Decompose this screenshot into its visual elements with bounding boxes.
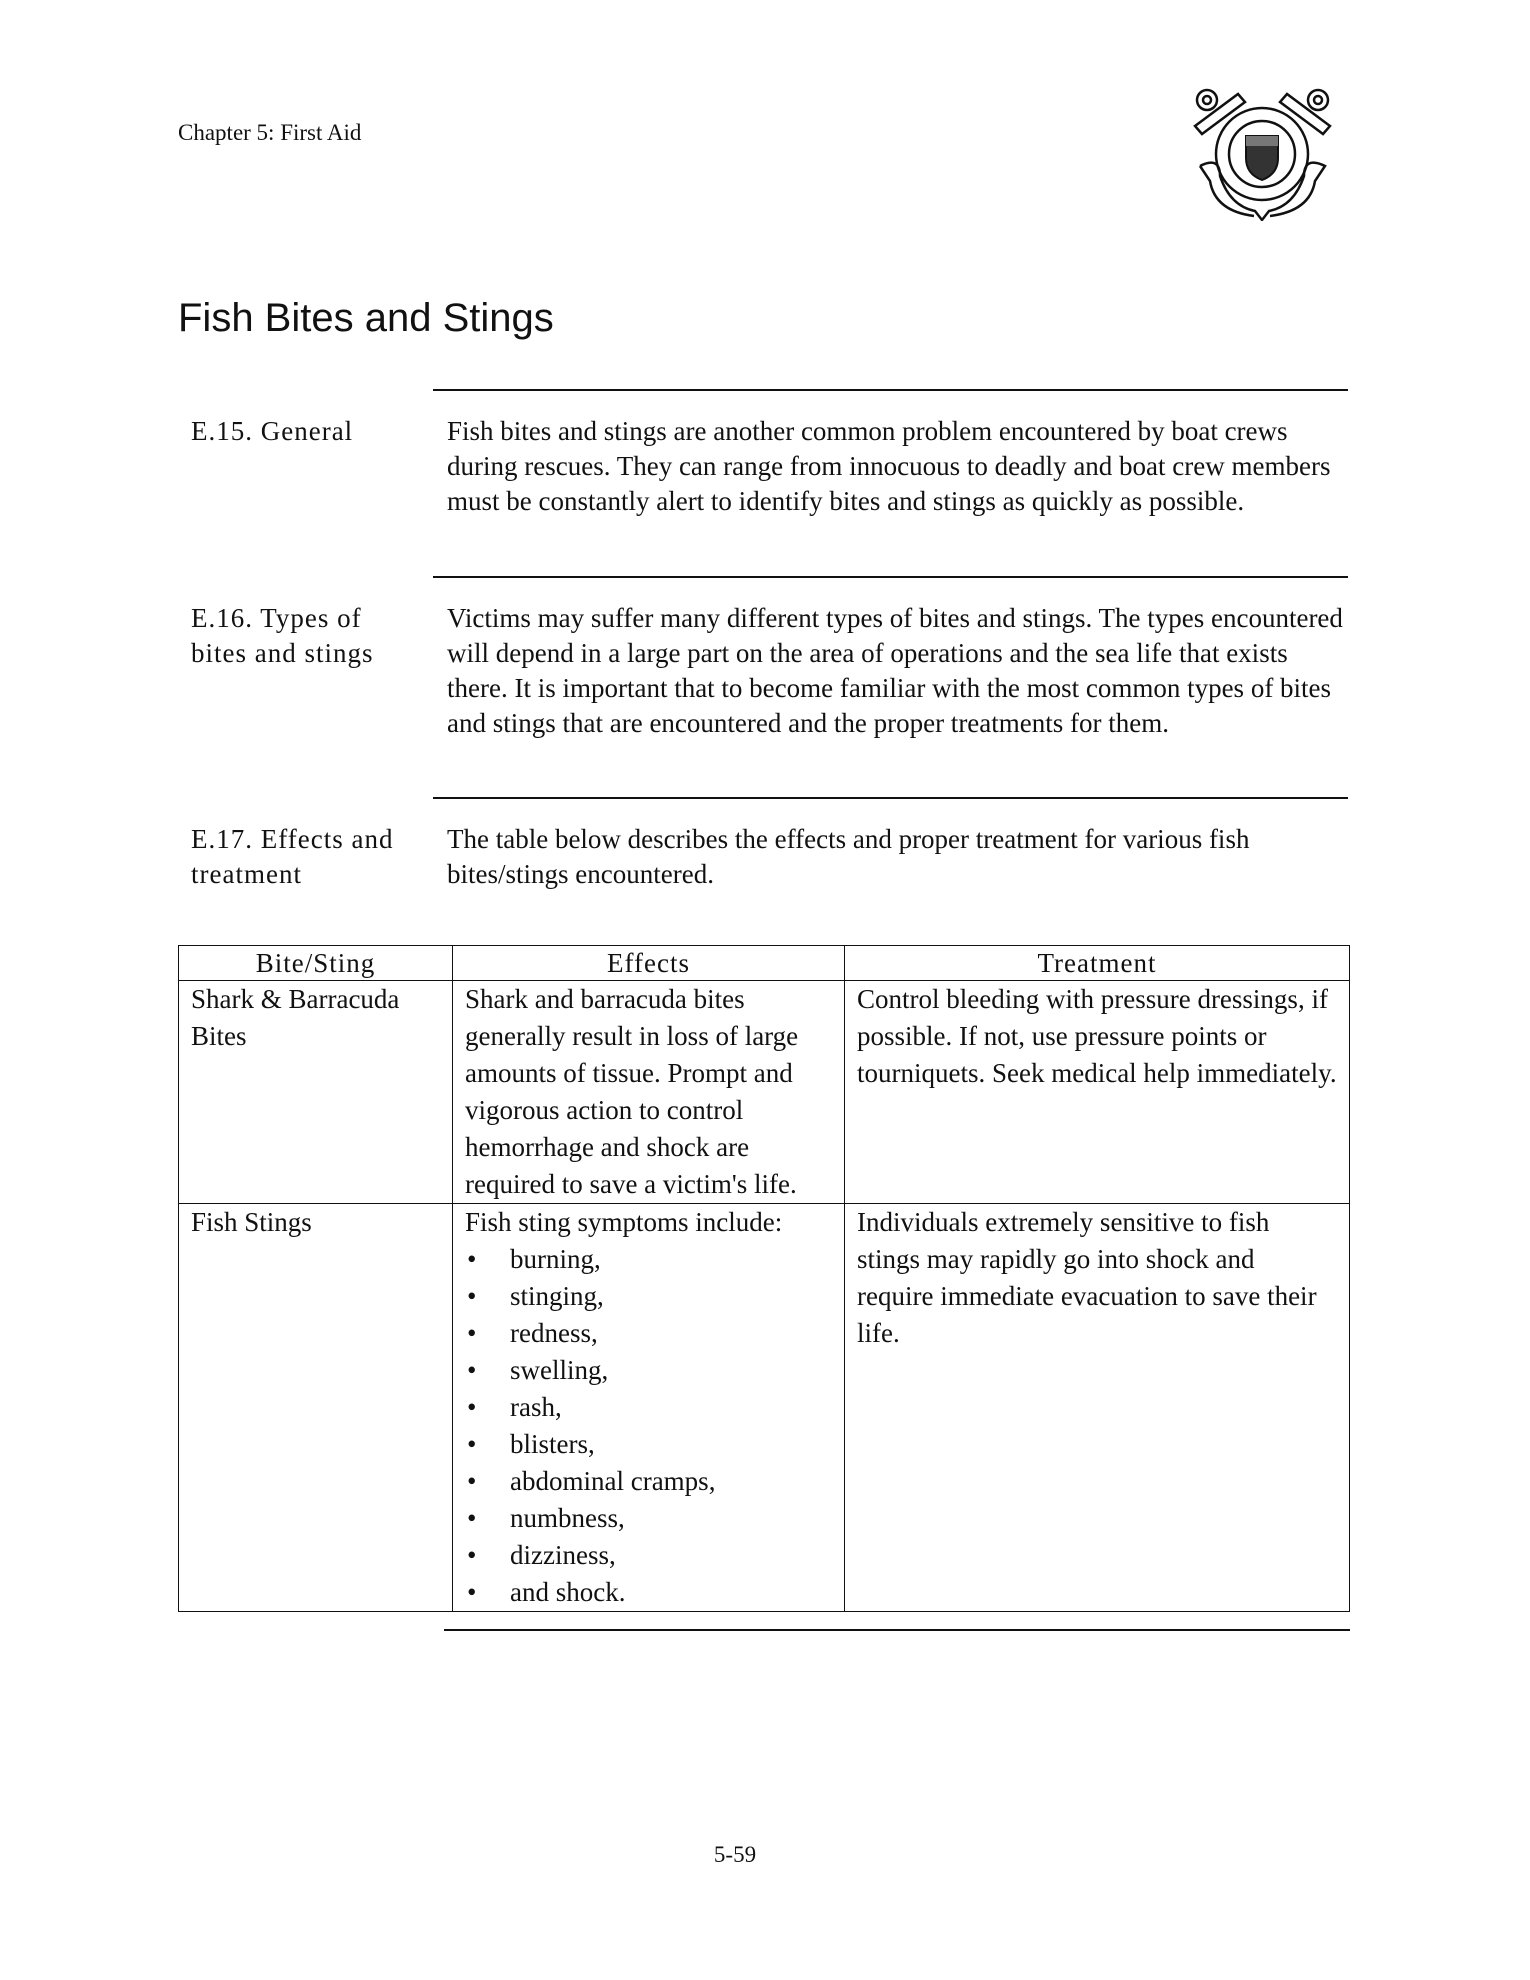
cell-treatment: Control bleeding with pressure dressings, if possible. If not, use pressure points or tourniquets. Seek medical help immediately. xyxy=(845,981,1350,1204)
page-number: 5-59 xyxy=(713,1842,757,1867)
header-effects: Effects xyxy=(453,946,845,981)
list-item: • numbness, xyxy=(465,1500,832,1537)
list-item: • redness, xyxy=(465,1315,832,1352)
header-bite-sting: Bite/Sting xyxy=(179,946,453,981)
cell-effects xyxy=(453,1204,845,1612)
list-item: • swelling, xyxy=(465,1352,832,1389)
bites-stings-table xyxy=(178,945,1350,1612)
table-row xyxy=(179,1204,1350,1612)
cell-effects: Shark and barracuda bites generally result in loss of large amounts of tissue. Prompt and vigorous action to control hemorrhage and shock are required to save a victim's life. xyxy=(453,981,845,1204)
section-divider xyxy=(433,797,1348,799)
list-item: • and shock. xyxy=(465,1574,832,1611)
header-treatment: Treatment xyxy=(845,946,1350,981)
list-item: • blisters, xyxy=(465,1426,832,1463)
section-divider xyxy=(433,576,1348,578)
section-text-e17: The table below describes the effects and proper treatment for various fish bites/stings encountered. xyxy=(447,824,1250,889)
cell-treatment: Individuals extremely sensitive to fish stings may rapidly go into shock and require immediate evacuation to save their life. xyxy=(845,1204,1350,1612)
coast-guard-seal-logo xyxy=(1190,86,1335,221)
cell-bite: Fish Stings xyxy=(179,1204,453,1612)
cell-bite: Shark & Barracuda Bites xyxy=(179,981,453,1204)
section-label-e16: E.16. Types of bites and stings xyxy=(191,603,374,668)
list-item: • stinging, xyxy=(465,1278,832,1315)
chapter-header: Chapter 5: First Aid xyxy=(178,120,362,145)
list-item: • burning, xyxy=(465,1241,832,1278)
section-label-e15: E.15. General xyxy=(191,416,354,446)
section-divider xyxy=(433,389,1348,391)
section-text-e15: Fish bites and stings are another common problem encountered by boat crews during rescues. They can range from innocuous to deadly and boat crew members must be constantly alert to identify bites and stings as quickly as possible. xyxy=(447,416,1331,516)
list-item: • dizziness, xyxy=(465,1537,832,1574)
list-item: • abdominal cramps, xyxy=(465,1463,832,1500)
section-divider xyxy=(444,1629,1350,1631)
page-title: Fish Bites and Stings xyxy=(178,296,554,340)
list-item: • rash, xyxy=(465,1389,832,1426)
table-header-row xyxy=(179,946,1350,981)
table-row xyxy=(179,981,1350,1204)
symptom-list xyxy=(465,1241,832,1611)
effects-intro: Fish sting symptoms include: xyxy=(465,1207,783,1237)
section-label-e17: E.17. Effects and treatment xyxy=(191,824,394,889)
section-text-e16: Victims may suffer many different types of bites and stings. The types encountered will depend in a large part on the area of operations and the sea life that exists there. It is important that to become familiar with the most common types of bites and stings that are encountered and the proper treatments for them. xyxy=(447,603,1343,738)
